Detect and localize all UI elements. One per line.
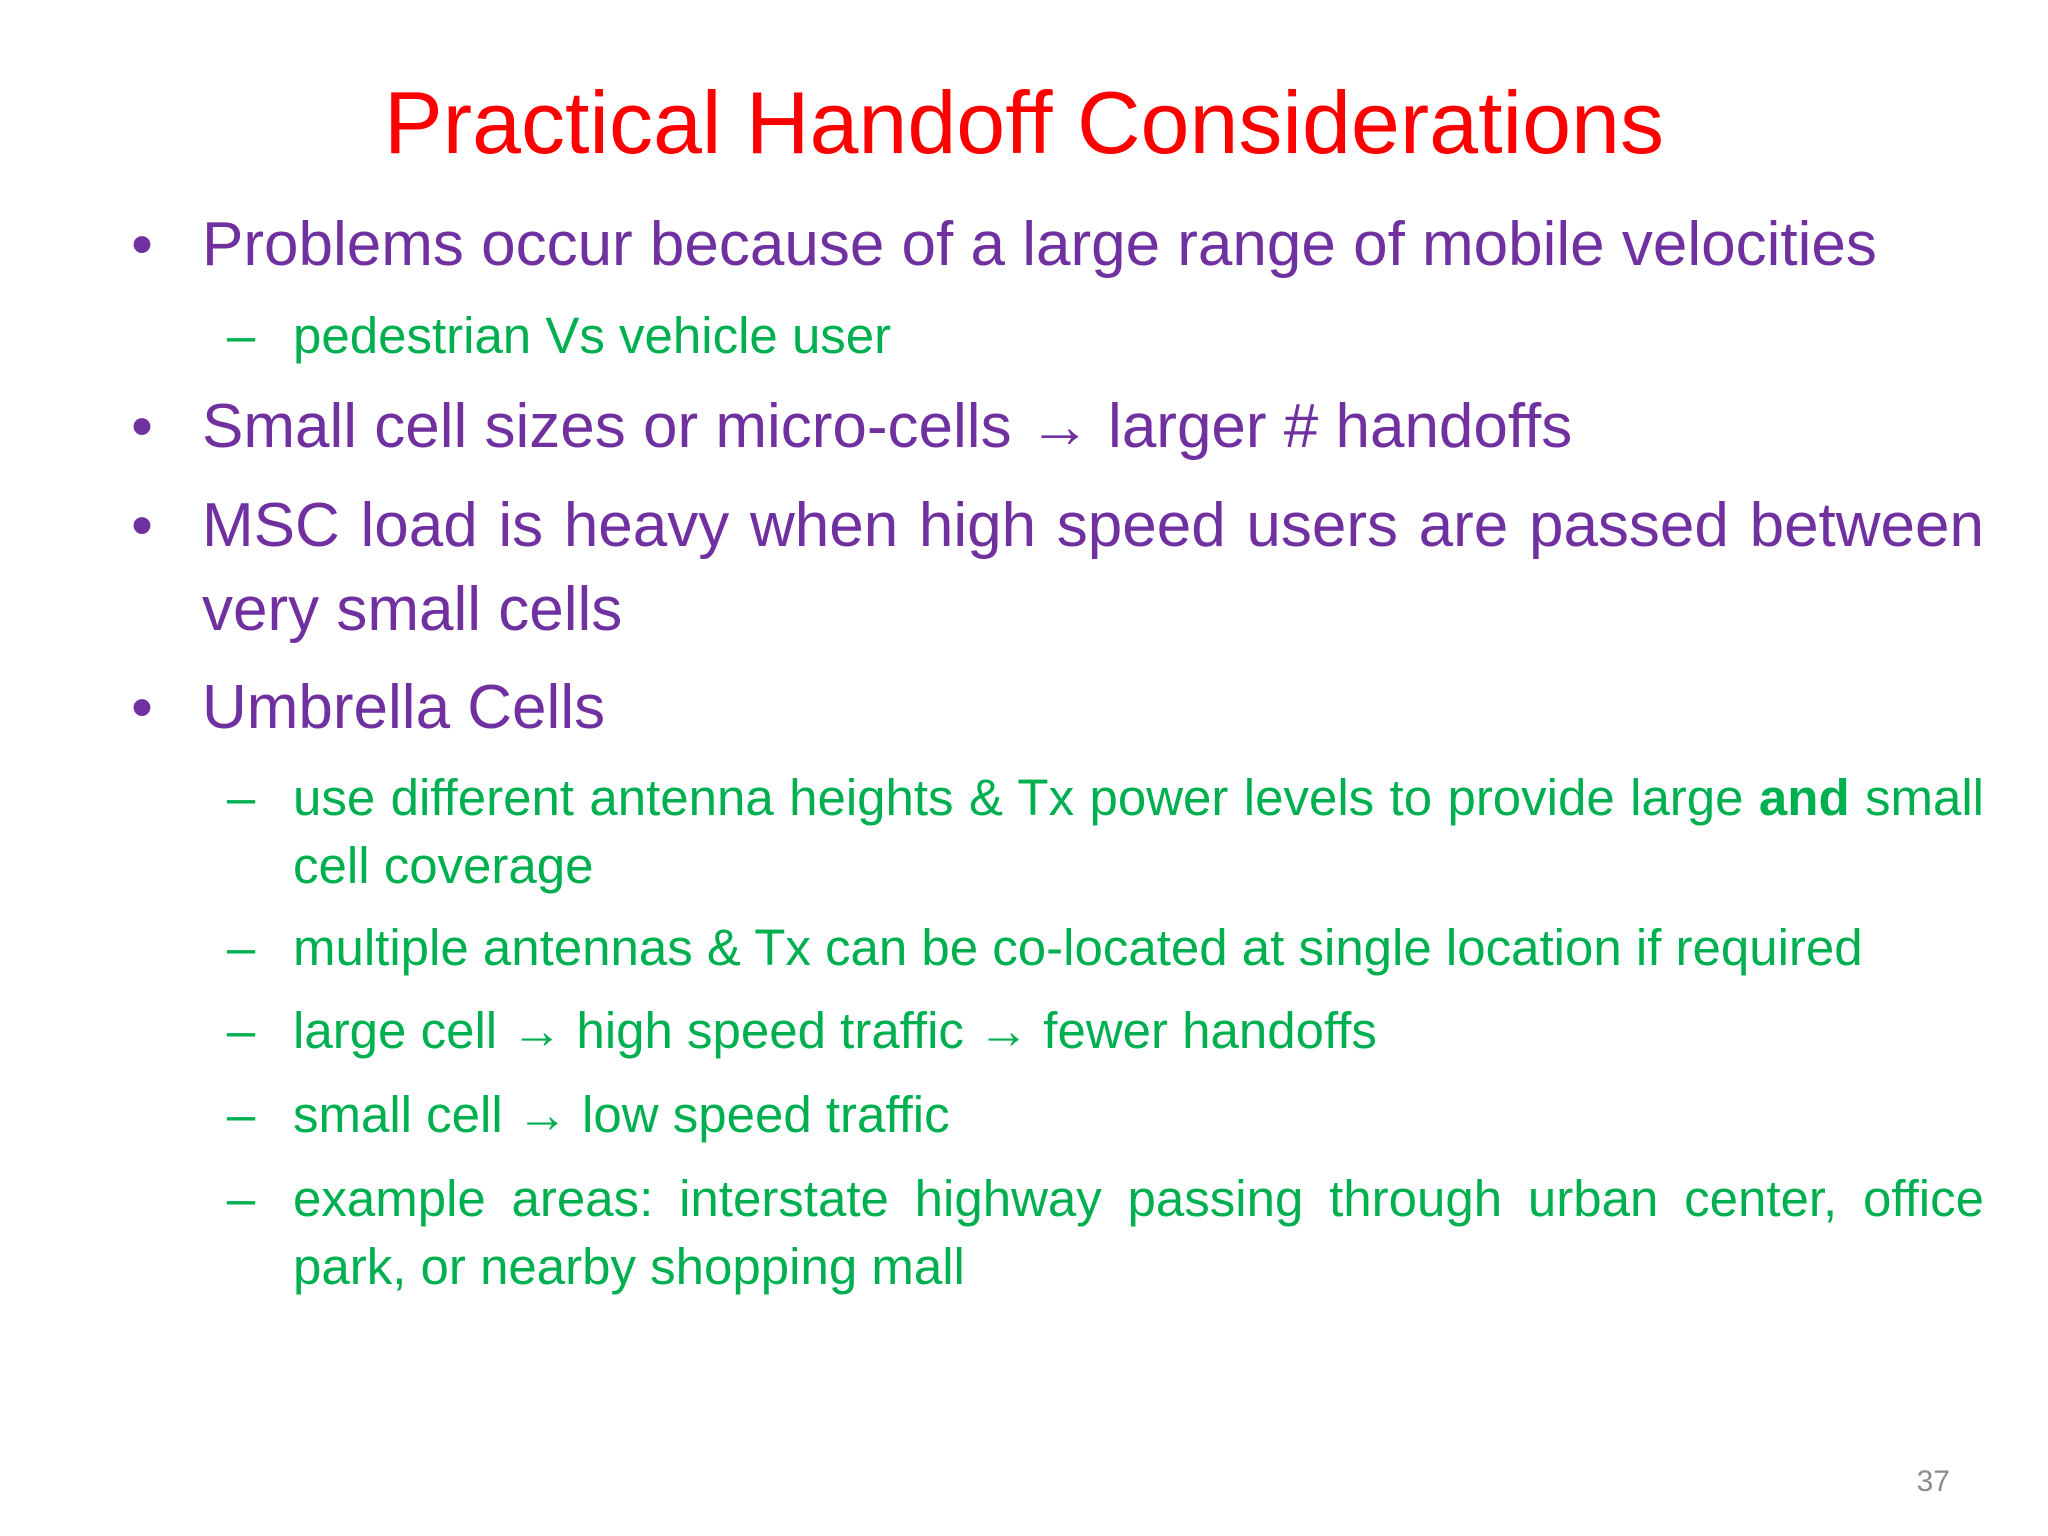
arrow-right-icon: → xyxy=(978,1002,1030,1059)
bullet-item-msc-load xyxy=(131,484,1984,652)
sub-item-text-after: small cell coverage xyxy=(293,769,1984,894)
arrow-right-icon: → xyxy=(516,1086,568,1143)
bullet-text: MSC load is heavy when high speed users are passed between very small cells xyxy=(202,491,1984,644)
dash-icon: – xyxy=(226,307,256,364)
bullet-text: Umbrella Cells xyxy=(202,673,606,742)
sub-item-text-1: large cell xyxy=(293,1002,498,1059)
bullet-text: Problems occur because of a large range of mobile velocities xyxy=(202,210,1877,279)
dash-icon: – xyxy=(226,1002,256,1059)
arrow-right-icon: → xyxy=(1028,392,1091,461)
sub-item-multiple-antennas xyxy=(226,914,1984,982)
bullet-text-after: larger # handoffs xyxy=(1108,392,1573,461)
sub-item-text: example areas: interstate highway passing through urban center, office park, or nearby shopping mall xyxy=(293,1170,1984,1295)
bullet-icon: • xyxy=(131,673,153,742)
dash-icon: – xyxy=(226,1170,256,1227)
sub-item-text-before: use different antenna heights & Tx power levels to provide large xyxy=(293,769,1744,826)
slide-title: Practical Handoff Considerations xyxy=(384,73,1664,172)
page-number: 37 xyxy=(1916,1465,1950,1498)
sub-item-small-cell xyxy=(226,1081,1984,1149)
dash-icon: – xyxy=(226,1086,256,1143)
sub-item-text: multiple antennas & Tx can be co-located at single location if required xyxy=(293,919,1863,976)
bullet-item-velocities xyxy=(131,203,1984,287)
arrow-right-icon: → xyxy=(511,1002,563,1059)
sub-item-bold-word: and xyxy=(1758,769,1850,826)
sub-item-text-2: high speed traffic xyxy=(576,1002,964,1059)
sub-item-text-3: fewer handoffs xyxy=(1043,1002,1377,1059)
sub-item-text: pedestrian Vs vehicle user xyxy=(293,307,892,364)
dash-icon: – xyxy=(226,769,256,826)
bullet-text-before: Small cell sizes or micro-cells xyxy=(202,392,1012,461)
bullet-item-umbrella-cells xyxy=(131,666,1984,750)
bullet-item-small-cells xyxy=(131,385,1984,469)
sub-item-text-before: small cell xyxy=(293,1086,503,1143)
sub-item-large-cell xyxy=(226,997,1984,1065)
sub-item-antenna-heights xyxy=(226,764,1984,900)
sub-item-text-after: low speed traffic xyxy=(582,1086,950,1143)
dash-icon: – xyxy=(226,919,256,976)
bullet-icon: • xyxy=(131,491,153,560)
bullet-icon: • xyxy=(131,210,153,279)
sub-item-example-areas xyxy=(226,1165,1984,1301)
bullet-icon: • xyxy=(131,392,153,461)
sub-item-pedestrian xyxy=(226,302,1984,370)
